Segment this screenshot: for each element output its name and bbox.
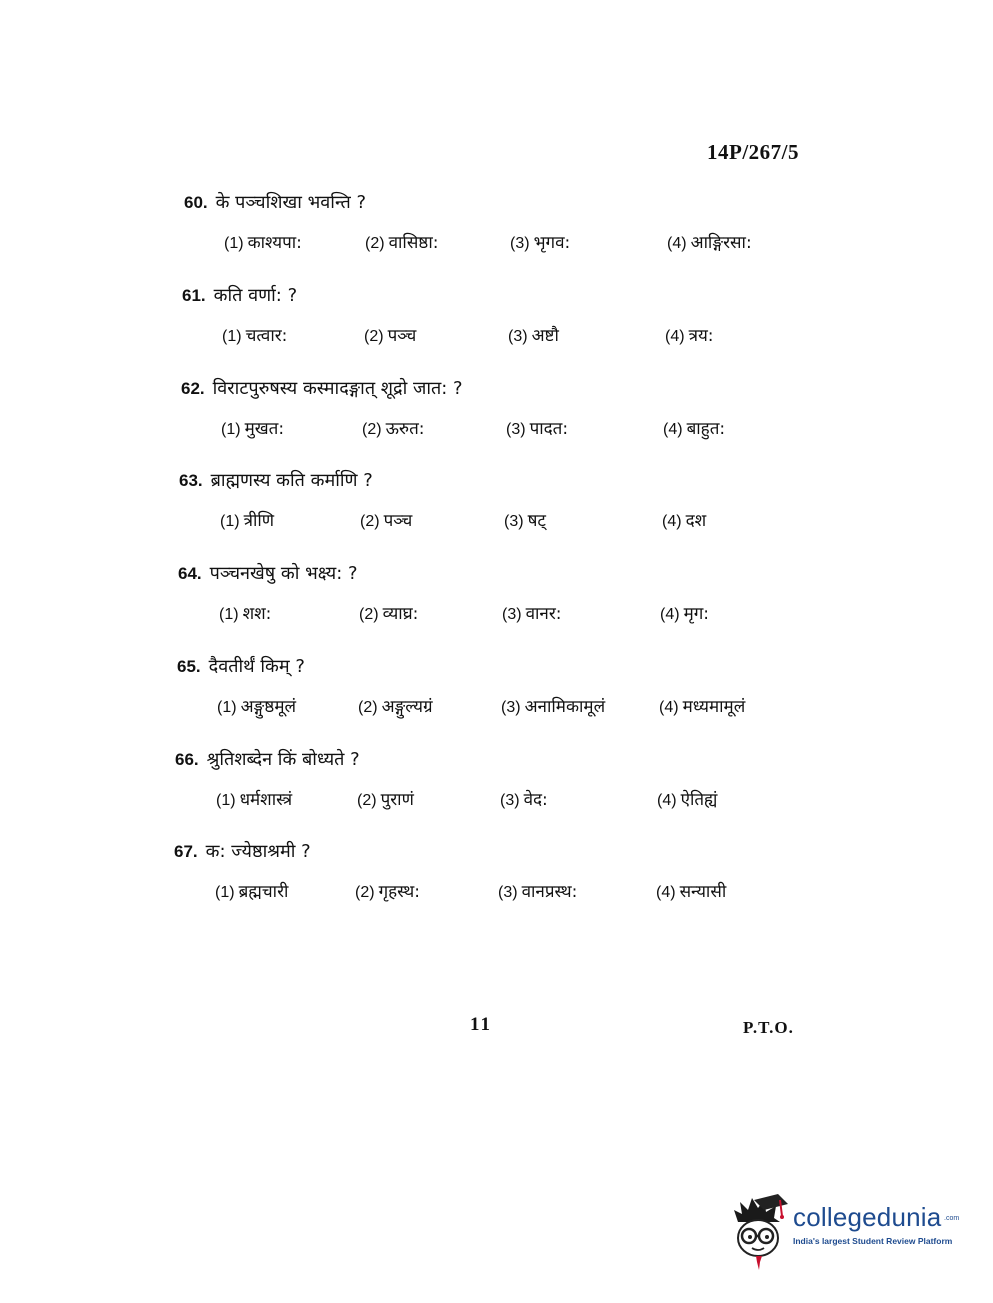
option-3: (3) वानप्रस्थ:: [498, 882, 578, 902]
brand-name: collegedunia: [793, 1202, 942, 1232]
paper-code: 14P/267/5: [707, 140, 799, 164]
question-67: [0, 839, 993, 919]
question-62: [0, 376, 993, 456]
question-number: 60.: [184, 193, 208, 212]
option-2: (2) गृहस्थ:: [355, 882, 421, 902]
option-2: (2) व्याघ्र:: [359, 604, 419, 624]
option-2: (2) वासिष्ठा:: [365, 233, 439, 253]
option-1: (1) अङ्गुष्ठमूलं: [217, 697, 297, 717]
option-3: (3) अनामिकामूलं: [501, 697, 606, 717]
question-number: 62.: [181, 379, 205, 398]
option-1: (1) चत्वार:: [222, 326, 288, 346]
question-number: 65.: [177, 657, 201, 676]
option-3: (3) वानर:: [502, 604, 562, 624]
question-60: [0, 190, 993, 270]
question-63: [0, 468, 993, 548]
question-text: के पञ्चशिखा भवन्ति ?: [215, 192, 367, 213]
option-2: (2) ऊरुत:: [362, 419, 425, 439]
question-text: पञ्चनखेषु को भक्ष्य: ?: [209, 563, 358, 584]
question-text: विराटपुरुषस्य कस्मादङ्गात् शूद्रो जात: ?: [212, 378, 463, 399]
question-text: श्रुतिशब्देन किं बोध्यते ?: [206, 749, 360, 770]
question-number: 63.: [179, 471, 203, 490]
option-4: (4) मध्यमामूलं: [659, 697, 746, 717]
question-65: [0, 654, 993, 734]
question-66: [0, 747, 993, 827]
brand-suffix: .com: [944, 1215, 960, 1222]
pto-label: P.T.O.: [743, 1018, 794, 1037]
option-4: (4) मृग:: [660, 604, 710, 624]
question-text: कति वर्णा: ?: [213, 285, 298, 306]
option-1: (1) मुखत:: [221, 419, 285, 439]
option-1: (1) काश्यपा:: [224, 233, 302, 253]
question-number: 61.: [182, 286, 206, 305]
option-3: (3) अष्टौ: [508, 326, 559, 346]
question-text: ब्राह्मणस्य कति कर्माणि ?: [210, 470, 373, 491]
option-2: (2) पञ्च: [364, 326, 417, 346]
question-64: [0, 561, 993, 641]
option-1: (1) त्रीणि: [220, 511, 275, 531]
question-number: 64.: [178, 564, 202, 583]
graduate-mascot-icon: [730, 1192, 792, 1272]
option-4: (4) सन्यासी: [656, 882, 727, 902]
page-number: 11: [470, 1014, 492, 1035]
question-text: दैवतीर्थं किम् ?: [208, 656, 305, 677]
watermark-logo: [730, 1192, 970, 1272]
option-1: (1) ब्रह्मचारी: [215, 882, 289, 902]
option-3: (3) षट्: [504, 511, 546, 531]
option-4: (4) बाहुत:: [663, 419, 726, 439]
option-2: (2) पञ्च: [360, 511, 413, 531]
option-4: (4) आङ्गिरसा:: [667, 233, 752, 253]
option-1: (1) शश:: [219, 604, 272, 624]
option-3: (3) भृगव:: [510, 233, 571, 253]
brand-tagline: India's largest Student Review Platform: [793, 1236, 953, 1246]
question-61: [0, 283, 993, 363]
option-2: (2) अङ्गुल्यग्रं: [358, 697, 433, 717]
option-4: (4) दश: [662, 511, 707, 531]
option-3: (3) पादत:: [506, 419, 569, 439]
question-number: 66.: [175, 750, 199, 769]
question-number: 67.: [174, 842, 198, 861]
option-4: (4) ऐतिह्यं: [657, 790, 718, 810]
option-1: (1) धर्मशास्त्रं: [216, 790, 293, 810]
option-2: (2) पुराणं: [357, 790, 414, 810]
question-text: क: ज्येष्ठाश्रमी ?: [205, 841, 311, 862]
option-3: (3) वेद:: [500, 790, 548, 810]
option-4: (4) त्रय:: [665, 326, 714, 346]
